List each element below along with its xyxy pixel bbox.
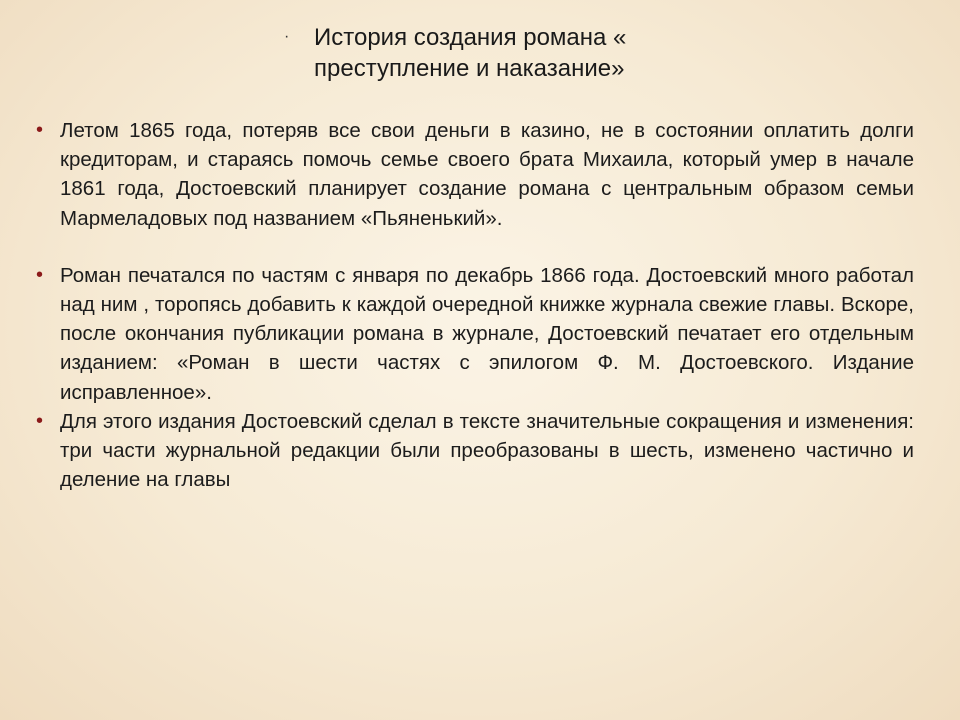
paragraph-3 <box>36 407 914 495</box>
paragraph-2 <box>36 261 914 407</box>
content-list <box>36 116 914 494</box>
paragraph-1 <box>36 116 914 233</box>
title-bullet: · <box>284 28 290 45</box>
bullet-3: • <box>36 409 44 432</box>
bullet-1: • <box>36 119 44 141</box>
bullet-2: • <box>36 263 44 286</box>
title-line-2: преступление и наказание» <box>314 55 625 82</box>
slide-title <box>284 22 704 84</box>
paragraph-2-text: Роман печатался по частям с января по декабрь 1866 года. Достоевский много работал над ним , торопясь добавить к каждой очередной книжке журнала свежие главы. Вскоре, после окончания публикации романа в журнале, Достоевский печатает его отдельным изданием: «Роман в шести частях с эпилогом Ф. М. Достоевского. Издание исправленное». <box>60 263 914 404</box>
title-text <box>314 22 704 84</box>
paragraph-1-text: Летом 1865 года, потеряв все свои деньги в казино, не в состоянии оплатить долги кредиторам, и стараясь помочь семье своего брата Михаила, который умер в начале 1861 года, Достоевский планирует создание романа с центральным образом семьи Мармеладовых под названием «Пьяненький». <box>60 119 914 230</box>
paragraph-3-text: Для этого издания Достоевский сделал в тексте значительные сокращения и изменения: три части журнальной редакции были преобразованы в шесть, изменено частично и деление на главы <box>60 409 914 492</box>
title-line-1: История создания романа « <box>314 24 627 51</box>
